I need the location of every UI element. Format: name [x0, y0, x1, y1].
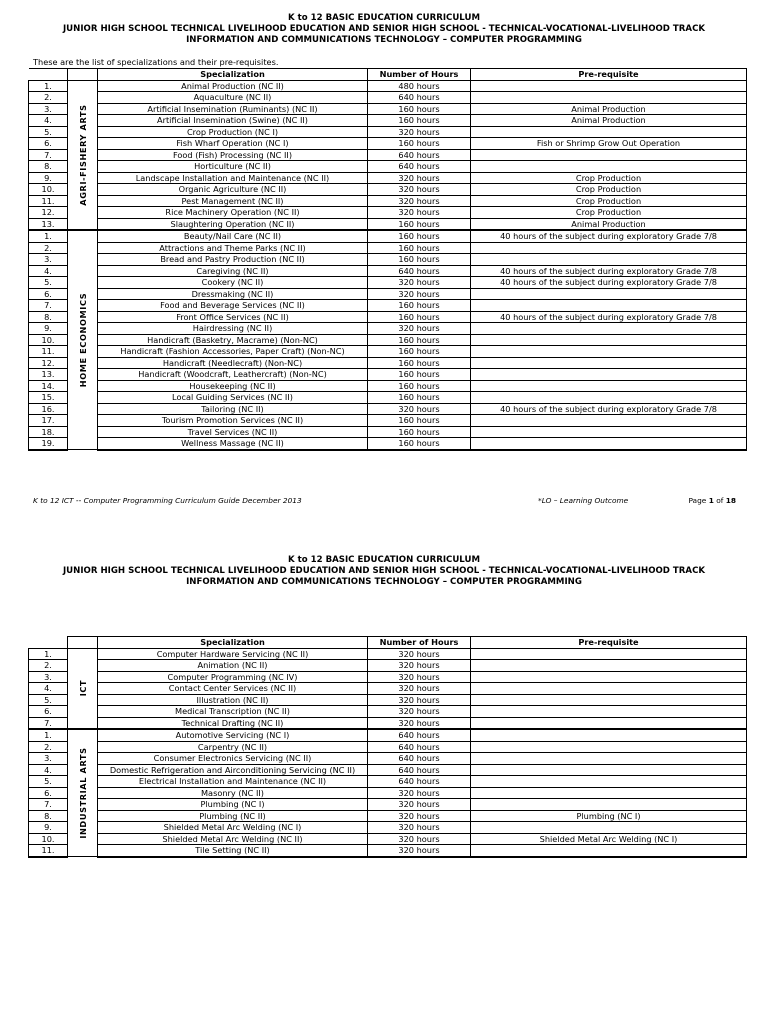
page-label: Page	[688, 496, 707, 505]
prerequisite-cell	[471, 741, 747, 753]
table-row	[29, 115, 747, 127]
hours-cell: 320 hours	[368, 845, 471, 857]
specialization-cell: Pest Management (NC II)	[98, 195, 368, 207]
table-header-row	[29, 637, 747, 649]
table-row	[29, 126, 747, 138]
row-number: 11.	[29, 346, 68, 358]
row-number: 15.	[29, 392, 68, 404]
hours-cell: 160 hours	[368, 218, 471, 230]
table-row	[29, 230, 747, 242]
row-number: 8.	[29, 161, 68, 173]
specialization-cell: Handicraft (Basketry, Macrame) (Non-NC)	[98, 334, 368, 346]
specialization-cell: Caregiving (NC II)	[98, 265, 368, 277]
hours-cell: 640 hours	[368, 753, 471, 765]
row-number: 18.	[29, 426, 68, 438]
specialization-cell: Food and Beverage Services (NC II)	[98, 300, 368, 312]
specialization-cell: Electrical Installation and Maintenance (NC II)	[98, 776, 368, 788]
table-row	[29, 138, 747, 150]
prerequisite-cell	[471, 380, 747, 392]
row-number: 7.	[29, 149, 68, 161]
row-number: 10.	[29, 833, 68, 845]
col-number-of-hours: Number of Hours	[368, 637, 471, 649]
specialization-cell: Consumer Electronics Servicing (NC II)	[98, 753, 368, 765]
row-number: 5.	[29, 126, 68, 138]
hours-cell: 320 hours	[368, 277, 471, 289]
hours-cell: 160 hours	[368, 334, 471, 346]
table-row	[29, 311, 747, 323]
prerequisite-cell: Animal Production	[471, 218, 747, 230]
row-number: 7.	[29, 300, 68, 312]
prerequisite-cell	[471, 254, 747, 266]
row-number: 9.	[29, 172, 68, 184]
hours-cell: 640 hours	[368, 149, 471, 161]
row-number: 1.	[29, 648, 68, 660]
hours-cell: 640 hours	[368, 729, 471, 741]
category-cell	[68, 648, 98, 729]
prerequisite-cell	[471, 323, 747, 335]
table-row	[29, 753, 747, 765]
footer-guide-title: K to 12 ICT -- Computer Programming Curriculum Guide December 2013	[33, 496, 302, 505]
hours-cell: 320 hours	[368, 810, 471, 822]
table-row	[29, 103, 747, 115]
specialization-cell: Wellness Massage (NC II)	[98, 438, 368, 450]
table-row	[29, 357, 747, 369]
hours-cell: 160 hours	[368, 103, 471, 115]
prerequisite-cell	[471, 694, 747, 706]
table-row	[29, 369, 747, 381]
prerequisite-cell: 40 hours of the subject during exploratory Grade 7/8	[471, 277, 747, 289]
prerequisite-cell: 40 hours of the subject during exploratory Grade 7/8	[471, 403, 747, 415]
row-number: 3.	[29, 753, 68, 765]
row-number: 1.	[29, 80, 68, 92]
table-row	[29, 810, 747, 822]
table-row	[29, 195, 747, 207]
category-cell	[68, 80, 98, 230]
specialization-cell: Dressmaking (NC II)	[98, 288, 368, 300]
page-of: of	[716, 496, 724, 505]
prerequisite-cell: Fish or Shrimp Grow Out Operation	[471, 138, 747, 150]
prerequisite-cell	[471, 671, 747, 683]
table-row	[29, 426, 747, 438]
row-number: 12.	[29, 207, 68, 219]
prerequisite-cell: Animal Production	[471, 103, 747, 115]
row-number: 9.	[29, 822, 68, 834]
header-line-2: JUNIOR HIGH SCHOOL TECHNICAL LIVELIHOOD EDUCATION AND SENIOR HIGH SCHOOL - TECHNICAL-VOCATIONAL-LIVELIHOOD TRACK	[62, 566, 706, 576]
hours-cell: 160 hours	[368, 311, 471, 323]
hours-cell: 160 hours	[368, 230, 471, 242]
specialization-cell: Slaughtering Operation (NC II)	[98, 218, 368, 230]
prerequisite-cell	[471, 161, 747, 173]
prerequisite-cell	[471, 753, 747, 765]
specialization-cell: Automotive Servicing (NC I)	[98, 729, 368, 741]
specialization-cell: Plumbing (NC II)	[98, 810, 368, 822]
prerequisite-cell	[471, 648, 747, 660]
table-row	[29, 288, 747, 300]
table-row	[29, 694, 747, 706]
prerequisite-cell	[471, 392, 747, 404]
specialization-cell: Horticulture (NC II)	[98, 161, 368, 173]
row-number: 4.	[29, 115, 68, 127]
prerequisite-cell	[471, 415, 747, 427]
specialization-cell: Handicraft (Fashion Accessories, Paper Craft) (Non-NC)	[98, 346, 368, 358]
row-number: 11.	[29, 195, 68, 207]
table-row	[29, 207, 747, 219]
table-row	[29, 706, 747, 718]
prerequisite-cell	[471, 845, 747, 857]
table-row	[29, 764, 747, 776]
row-number: 2.	[29, 92, 68, 104]
category-cell	[68, 230, 98, 450]
hours-cell: 160 hours	[368, 380, 471, 392]
prerequisite-cell: 40 hours of the subject during exploratory Grade 7/8	[471, 311, 747, 323]
specialization-cell: Masonry (NC II)	[98, 787, 368, 799]
hours-cell: 640 hours	[368, 92, 471, 104]
prerequisite-cell	[471, 729, 747, 741]
table-header-row	[29, 69, 747, 81]
specialization-cell: Illustration (NC II)	[98, 694, 368, 706]
table-row	[29, 392, 747, 404]
specialization-cell: Handicraft (Woodcraft, Leathercraft) (Non-NC)	[98, 369, 368, 381]
hours-cell: 320 hours	[368, 833, 471, 845]
hours-cell: 640 hours	[368, 265, 471, 277]
specialization-cell: Domestic Refrigeration and Airconditioning Servicing (NC II)	[98, 764, 368, 776]
table-row	[29, 822, 747, 834]
row-number: 5.	[29, 277, 68, 289]
row-number: 3.	[29, 103, 68, 115]
specialization-cell: Housekeeping (NC II)	[98, 380, 368, 392]
hours-cell: 320 hours	[368, 323, 471, 335]
row-number: 7.	[29, 717, 68, 729]
specialization-table-1	[28, 68, 747, 451]
specialization-cell: Tailoring (NC II)	[98, 403, 368, 415]
specialization-cell: Attractions and Theme Parks (NC II)	[98, 242, 368, 254]
hours-cell: 320 hours	[368, 288, 471, 300]
category-label: INDUSTRIAL ARTS	[77, 747, 88, 839]
hours-cell: 320 hours	[368, 671, 471, 683]
hours-cell: 320 hours	[368, 694, 471, 706]
prerequisite-cell	[471, 80, 747, 92]
header-line-2: JUNIOR HIGH SCHOOL TECHNICAL LIVELIHOOD EDUCATION AND SENIOR HIGH SCHOOL - TECHNICAL-VOCATIONAL-LIVELIHOOD TRACK	[62, 24, 706, 34]
category-cell	[68, 729, 98, 857]
prerequisite-cell	[471, 776, 747, 788]
row-number: 11.	[29, 845, 68, 857]
prerequisite-cell: 40 hours of the subject during exploratory Grade 7/8	[471, 265, 747, 277]
table-row	[29, 92, 747, 104]
specialization-cell: Contact Center Services (NC II)	[98, 683, 368, 695]
specialization-cell: Food (Fish) Processing (NC II)	[98, 149, 368, 161]
header-line-1: K to 12 BASIC EDUCATION CURRICULUM	[287, 555, 481, 565]
specialization-cell: Travel Services (NC II)	[98, 426, 368, 438]
row-number: 3.	[29, 671, 68, 683]
row-number: 19.	[29, 438, 68, 450]
table-row	[29, 80, 747, 92]
prerequisite-cell	[471, 822, 747, 834]
prerequisite-cell: Plumbing (NC I)	[471, 810, 747, 822]
hours-cell: 160 hours	[368, 138, 471, 150]
specialization-cell: Shielded Metal Arc Welding (NC I)	[98, 822, 368, 834]
row-number: 2.	[29, 741, 68, 753]
hours-cell: 640 hours	[368, 161, 471, 173]
table-row	[29, 833, 747, 845]
prerequisite-cell	[471, 369, 747, 381]
hours-cell: 160 hours	[368, 115, 471, 127]
specialization-cell: Landscape Installation and Maintenance (NC II)	[98, 172, 368, 184]
specialization-cell: Computer Programming (NC IV)	[98, 671, 368, 683]
row-number: 6.	[29, 288, 68, 300]
specialization-cell: Plumbing (NC I)	[98, 799, 368, 811]
document-header-2	[0, 555, 768, 588]
table-row	[29, 184, 747, 196]
hours-cell: 320 hours	[368, 799, 471, 811]
hours-cell: 160 hours	[368, 415, 471, 427]
prerequisite-cell: 40 hours of the subject during exploratory Grade 7/8	[471, 230, 747, 242]
prerequisite-cell	[471, 660, 747, 672]
specialization-cell: Beauty/Nail Care (NC II)	[98, 230, 368, 242]
prerequisite-cell	[471, 799, 747, 811]
specialization-cell: Hairdressing (NC II)	[98, 323, 368, 335]
header-line-3: INFORMATION AND COMMUNICATIONS TECHNOLOGY – COMPUTER PROGRAMMING	[186, 577, 582, 587]
prerequisite-cell: Animal Production	[471, 115, 747, 127]
table-row	[29, 334, 747, 346]
specialization-cell: Technical Drafting (NC II)	[98, 717, 368, 729]
hours-cell: 160 hours	[368, 369, 471, 381]
hours-cell: 320 hours	[368, 403, 471, 415]
table-row	[29, 172, 747, 184]
hours-cell: 160 hours	[368, 392, 471, 404]
row-number: 9.	[29, 323, 68, 335]
row-number: 6.	[29, 138, 68, 150]
table-row	[29, 660, 747, 672]
row-number: 1.	[29, 729, 68, 741]
hours-cell: 640 hours	[368, 776, 471, 788]
prerequisite-cell	[471, 300, 747, 312]
hours-cell: 640 hours	[368, 764, 471, 776]
category-label: AGRI-FISHERY ARTS	[77, 104, 88, 206]
table-row	[29, 729, 747, 741]
prerequisite-cell: Crop Production	[471, 195, 747, 207]
header-line-1: K to 12 BASIC EDUCATION CURRICULUM	[287, 13, 481, 23]
hours-cell: 320 hours	[368, 195, 471, 207]
row-number: 6.	[29, 706, 68, 718]
col-prerequisite: Pre-requisite	[471, 69, 747, 81]
hours-cell: 160 hours	[368, 438, 471, 450]
specialization-cell: Artificial Insemination (Ruminants) (NC II)	[98, 103, 368, 115]
specialization-cell: Carpentry (NC II)	[98, 741, 368, 753]
row-number: 14.	[29, 380, 68, 392]
page-total: 18	[725, 496, 736, 505]
hours-cell: 640 hours	[368, 741, 471, 753]
hours-cell: 160 hours	[368, 242, 471, 254]
specialization-cell: Front Office Services (NC II)	[98, 311, 368, 323]
row-number: 1.	[29, 230, 68, 242]
row-number: 2.	[29, 242, 68, 254]
specialization-cell: Animal Production (NC II)	[98, 80, 368, 92]
row-number: 16.	[29, 403, 68, 415]
prerequisite-cell	[471, 334, 747, 346]
table-row	[29, 671, 747, 683]
prerequisite-cell	[471, 787, 747, 799]
table-row	[29, 380, 747, 392]
row-number: 10.	[29, 184, 68, 196]
table-row	[29, 648, 747, 660]
row-number: 4.	[29, 764, 68, 776]
hours-cell: 480 hours	[368, 80, 471, 92]
prerequisite-cell	[471, 706, 747, 718]
specialization-cell: Computer Hardware Servicing (NC II)	[98, 648, 368, 660]
specialization-table-2	[28, 636, 747, 858]
hours-cell: 160 hours	[368, 426, 471, 438]
row-number: 17.	[29, 415, 68, 427]
hours-cell: 320 hours	[368, 706, 471, 718]
table-row	[29, 242, 747, 254]
table-row	[29, 346, 747, 358]
prerequisite-cell: Crop Production	[471, 207, 747, 219]
row-number: 5.	[29, 776, 68, 788]
col-number-of-hours: Number of Hours	[368, 69, 471, 81]
row-number: 7.	[29, 799, 68, 811]
prerequisite-cell	[471, 346, 747, 358]
hours-cell: 160 hours	[368, 357, 471, 369]
table-row	[29, 799, 747, 811]
prerequisite-cell	[471, 242, 747, 254]
col-specialization: Specialization	[98, 69, 368, 81]
prerequisite-cell	[471, 92, 747, 104]
col-prerequisite: Pre-requisite	[471, 637, 747, 649]
table-row	[29, 149, 747, 161]
hours-cell: 320 hours	[368, 660, 471, 672]
hours-cell: 320 hours	[368, 184, 471, 196]
table-row	[29, 300, 747, 312]
hours-cell: 320 hours	[368, 683, 471, 695]
category-label: ICT	[77, 680, 88, 697]
row-number: 8.	[29, 311, 68, 323]
page-current: 1	[708, 496, 714, 505]
table-row	[29, 415, 747, 427]
hours-cell: 320 hours	[368, 648, 471, 660]
table-row	[29, 741, 747, 753]
specialization-cell: Cookery (NC II)	[98, 277, 368, 289]
hours-cell: 320 hours	[368, 822, 471, 834]
table-row	[29, 277, 747, 289]
prerequisite-cell	[471, 764, 747, 776]
row-number: 13.	[29, 369, 68, 381]
hours-cell: 160 hours	[368, 254, 471, 266]
prerequisite-cell	[471, 717, 747, 729]
category-label: HOME ECONOMICS	[77, 292, 88, 388]
specialization-cell: Artificial Insemination (Swine) (NC II)	[98, 115, 368, 127]
specialization-cell: Handicraft (Needlecraft) (Non-NC)	[98, 357, 368, 369]
col-specialization: Specialization	[98, 637, 368, 649]
table-row	[29, 438, 747, 450]
header-line-3: INFORMATION AND COMMUNICATIONS TECHNOLOGY – COMPUTER PROGRAMMING	[186, 35, 582, 45]
specialization-cell: Fish Wharf Operation (NC I)	[98, 138, 368, 150]
prerequisite-cell	[471, 438, 747, 450]
specialization-cell: Aquaculture (NC II)	[98, 92, 368, 104]
table-row	[29, 776, 747, 788]
hours-cell: 320 hours	[368, 126, 471, 138]
prerequisite-cell	[471, 149, 747, 161]
specialization-cell: Crop Production (NC I)	[98, 126, 368, 138]
table-row	[29, 265, 747, 277]
prerequisite-cell	[471, 683, 747, 695]
table-row	[29, 161, 747, 173]
table-row	[29, 323, 747, 335]
hours-cell: 160 hours	[368, 346, 471, 358]
prerequisite-cell: Shielded Metal Arc Welding (NC I)	[471, 833, 747, 845]
specialization-cell: Shielded Metal Arc Welding (NC II)	[98, 833, 368, 845]
hours-cell: 320 hours	[368, 172, 471, 184]
hours-cell: 320 hours	[368, 717, 471, 729]
document-header-1	[0, 13, 768, 46]
row-number: 3.	[29, 254, 68, 266]
specialization-cell: Animation (NC II)	[98, 660, 368, 672]
row-number: 5.	[29, 694, 68, 706]
table-row	[29, 717, 747, 729]
hours-cell: 160 hours	[368, 300, 471, 312]
prerequisite-cell	[471, 426, 747, 438]
table-row	[29, 403, 747, 415]
prerequisite-cell	[471, 288, 747, 300]
specialization-cell: Medical Transcription (NC II)	[98, 706, 368, 718]
row-number: 2.	[29, 660, 68, 672]
table-row	[29, 254, 747, 266]
footer-page-number	[688, 496, 736, 505]
specialization-cell: Organic Agriculture (NC II)	[98, 184, 368, 196]
specialization-cell: Tile Setting (NC II)	[98, 845, 368, 857]
table-row	[29, 218, 747, 230]
specialization-cell: Rice Machinery Operation (NC II)	[98, 207, 368, 219]
row-number: 8.	[29, 810, 68, 822]
row-number: 4.	[29, 265, 68, 277]
table-row	[29, 787, 747, 799]
specialization-cell: Bread and Pastry Production (NC II)	[98, 254, 368, 266]
row-number: 12.	[29, 357, 68, 369]
specialization-cell: Local Guiding Services (NC II)	[98, 392, 368, 404]
prerequisite-cell: Crop Production	[471, 172, 747, 184]
specialization-cell: Tourism Promotion Services (NC II)	[98, 415, 368, 427]
intro-text: These are the list of specializations and their pre-requisites.	[33, 57, 279, 67]
footer-lo-note: *LO – Learning Outcome	[538, 496, 629, 505]
row-number: 4.	[29, 683, 68, 695]
prerequisite-cell	[471, 126, 747, 138]
hours-cell: 320 hours	[368, 787, 471, 799]
row-number: 6.	[29, 787, 68, 799]
prerequisite-cell: Crop Production	[471, 184, 747, 196]
row-number: 13.	[29, 218, 68, 230]
hours-cell: 320 hours	[368, 207, 471, 219]
prerequisite-cell	[471, 357, 747, 369]
table-row	[29, 845, 747, 857]
table-row	[29, 683, 747, 695]
row-number: 10.	[29, 334, 68, 346]
